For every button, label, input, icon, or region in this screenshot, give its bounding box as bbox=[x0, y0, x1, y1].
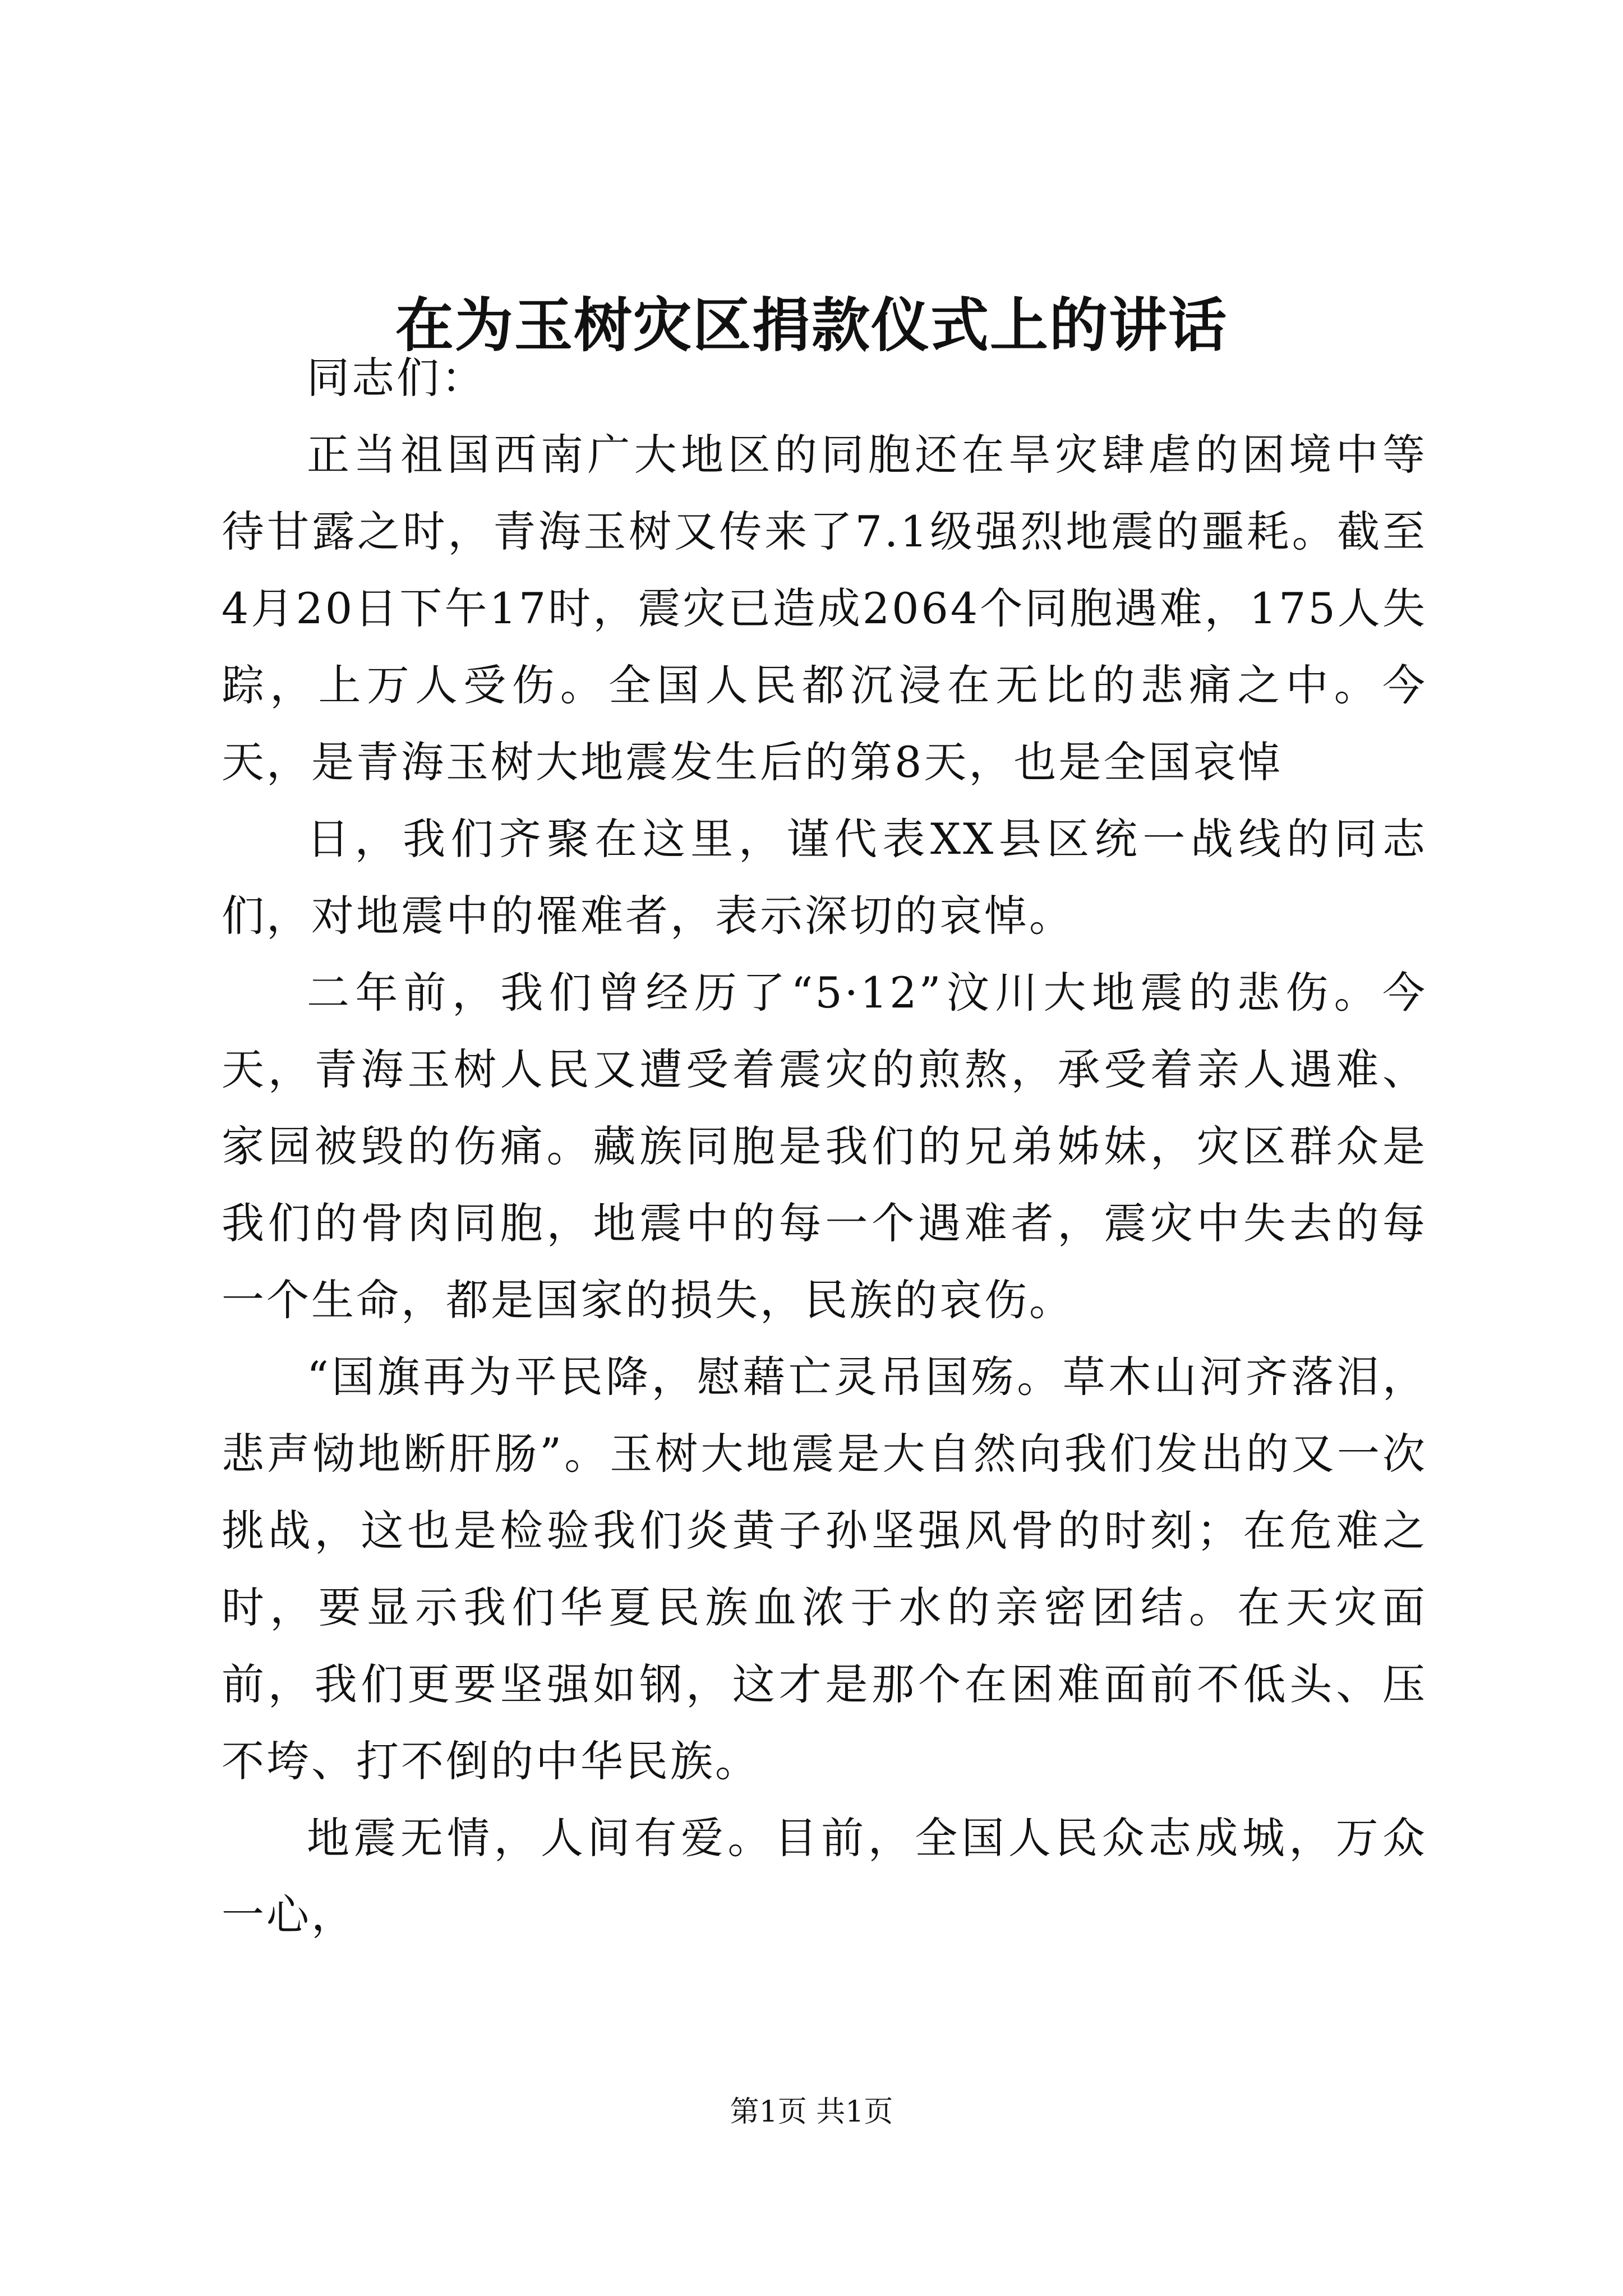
document-title: 在为玉树灾区捐款仪式上的讲话 bbox=[395, 291, 1228, 360]
body-paragraph: 日，我们齐聚在这里，谨代表XX县区统一战线的同志们，对地震中的罹难者，表示深切的哀悼。 bbox=[222, 814, 1427, 941]
document-body bbox=[222, 339, 1427, 1953]
page-footer: 第1页 共1页 bbox=[730, 2095, 893, 2129]
salutation-paragraph: 同志们： bbox=[307, 353, 486, 403]
body-paragraph: 正当祖国西南广大地区的同胞还在旱灾肆虐的困境中等待甘露之时，青海玉树又传来了7.1级强烈地震的噩耗。截至4月20日下午17时，震灾已造成2064个同胞遇难，175人失踪，上万人受伤。全国人民都沉浸在无比的悲痛之中。今天，是青海玉树大地震发生后的第8天，也是全国哀悼 bbox=[222, 430, 1427, 787]
body-paragraph: “国旗再为平民降，慰藉亡灵吊国殇。草木山河齐落泪，悲声恸地断肝肠”。玉树大地震是大自然向我们发出的又一次挑战，这也是检验我们炎黄子孙坚强风骨的时刻；在危难之时，要显示我们华夏民族血浓于水的亲密团结。在天灾面前，我们更要坚强如钢，这才是那个在困难面前不低头、压不垮、打不倒的中华民族。 bbox=[222, 1352, 1427, 1786]
body-paragraph: 地震无情，人间有爱。目前，全国人民众志成城，万众一心， bbox=[222, 1813, 1427, 1940]
body-paragraph: 二年前，我们曾经历了“5·12”汶川大地震的悲伤。今天，青海玉树人民又遭受着震灾的煎熬，承受着亲人遇难、家园被毁的伤痛。藏族同胞是我们的兄弟姊妹，灾区群众是我们的骨肉同胞，地震中的每一个遇难者，震灾中失去的每一个生命，都是国家的损失，民族的哀伤。 bbox=[222, 968, 1427, 1325]
